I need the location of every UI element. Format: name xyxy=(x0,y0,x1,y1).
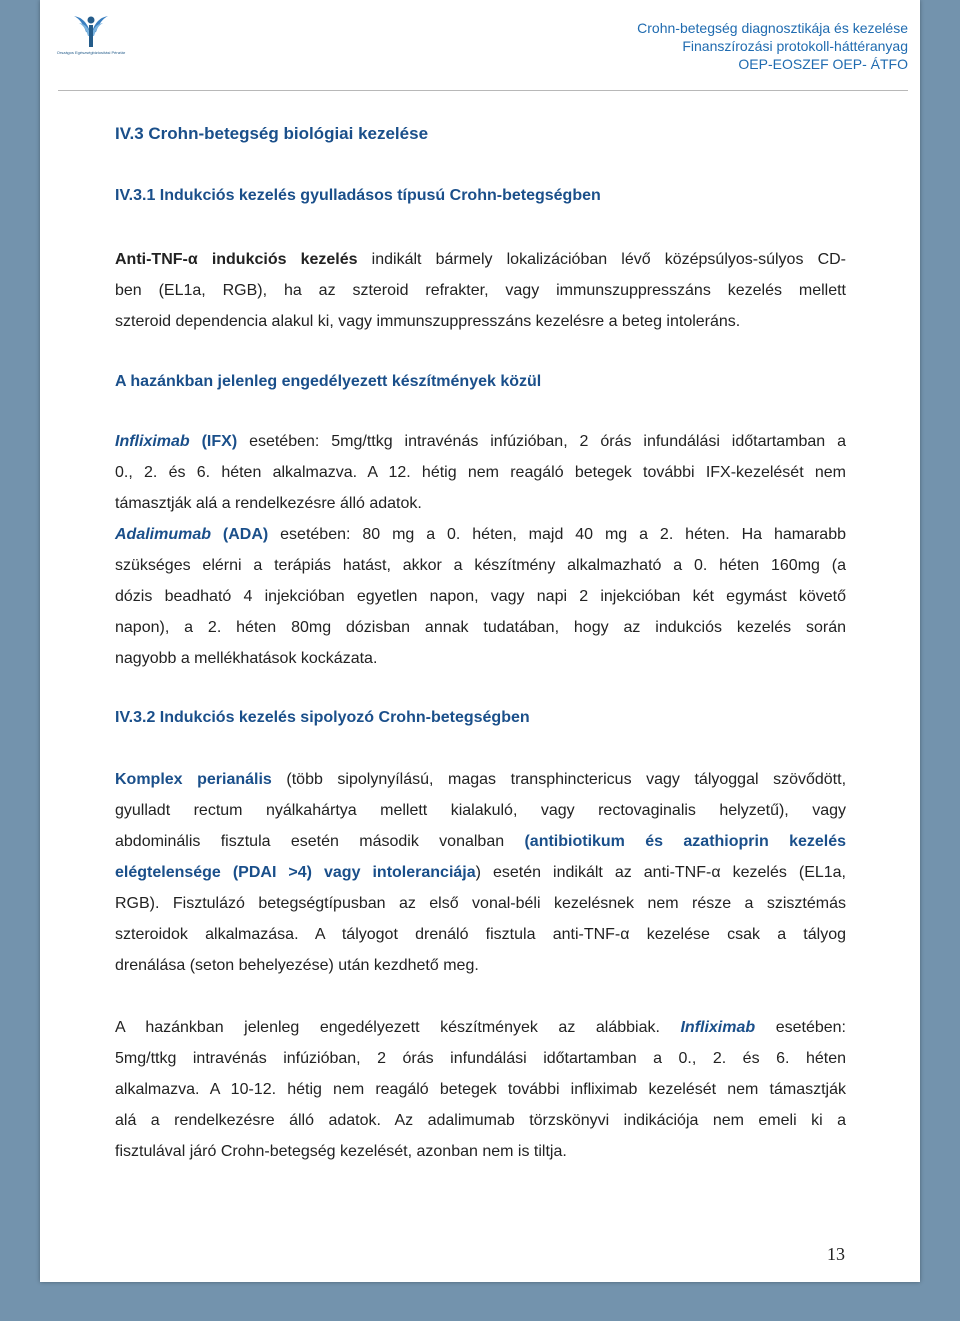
logo-caption: Országos Egészségbiztosítási Pénztár xyxy=(56,50,126,55)
header-divider xyxy=(58,90,908,91)
subsection-title-2: IV.3.2 Indukciós kezelés sipolyozó Crohn-betegségben xyxy=(115,709,530,726)
section-title: IV.3 Crohn-betegség biológiai kezelése xyxy=(115,124,429,143)
paragraph-anti-tnf-indication: Anti-TNF-α indukciós kezelés indikált bármely lokalizációban lévő középsúlyos-súlyos CD- ben (EL1a, RGB), ha az szteroid refrakter, vagy immunszuppresszáns kezelés mellett szteroid dependencia alakul ki, vagy immunszuppresszáns kezelésre a beteg intoleráns. xyxy=(115,251,847,330)
document-header xyxy=(637,19,908,73)
page-number: 13 xyxy=(827,1244,845,1264)
approved-products-heading: A hazánkban jelenleg engedélyezett készítmények közül xyxy=(115,373,542,390)
logo-emblem-icon xyxy=(52,10,130,50)
oep-logo xyxy=(52,10,130,68)
subsection-title-1: IV.3.1 Indukciós kezelés gyulladásos típusú Crohn-betegségben xyxy=(115,187,601,204)
document-page xyxy=(40,0,920,1282)
paragraph-approved-products-fistula: A hazánkban jelenleg engedélyezett készítmények az alábbiak. Infliximab esetében: 5mg/ttkg intravénás infúzióban, 2 órás infundálási időtartamban a 0., 2. és 6. héten alkalmazva. A 10-12. hétig nem reagáló betegek további infliximab kezelését nem támasztják alá a rendelkezésre álló adatok. Az adalimumab törzskönyvi indikációja nem emeli ki a fisztulával járó Crohn-betegség kezelését, azonban nem is tiltja. xyxy=(115,1019,846,1160)
header-title: Crohn-betegség diagnosztikája és kezelése xyxy=(637,20,908,36)
header-subtitle: Finanszírozási protokoll-háttéranyag xyxy=(682,38,908,54)
paragraph-fistulizing-disease: Komplex perianális (több sipolynyílású, magas transphinctericus vagy tályoggal szövődött, gyulladt rectum nyálkahártya mellett kialakuló, vagy rectovaginalis helyzetű), vagy abdominális fisztula esetén második vonalban (antibiotikum és azathioprin kezelés elégtelensége (PDAI >4) vagy intoleranciája) esetén indikált az anti-TNF-α kezelés (EL1a, RGB). Fisztulázó betegségtípusban az első vonal-béli kezelésnek nem része a szisztémás szteroidok alkalmazása. A tályogot drenáló fisztula anti-TNF-α kezelése csak a tályog drenálása (seton behelyezése) után kezdhető meg. xyxy=(115,771,847,974)
paragraph-infliximab-adalimumab: Infliximab (IFX) esetében: 5mg/ttkg intravénás infúzióban, 2 órás infundálási időtartamban a 0., 2. és 6. héten alkalmazva. A 12. hétig nem reagáló betegek további IFX-kezelését nem támasztják alá a rendelkezésre álló adatok. Adalimumab (ADA) esetében: 80 mg a 0. héten, majd 40 mg a 2. héten. Ha hamarabb szükséges elérni a terápiás hatást, akkor a készítmény alkalmazható a 0. héten 160mg (a dózis beadható 4 injekcióban egyetlen napon, vagy napi 2 injekcióban két egymást követő napon), a 2. héten 80mg dózisban annak tudatában, hogy az indukciós kezelés során nagyobb a mellékhatások kockázata. xyxy=(115,433,847,667)
header-org: OEP-EOSZEF OEP- ÁTFO xyxy=(738,56,908,72)
